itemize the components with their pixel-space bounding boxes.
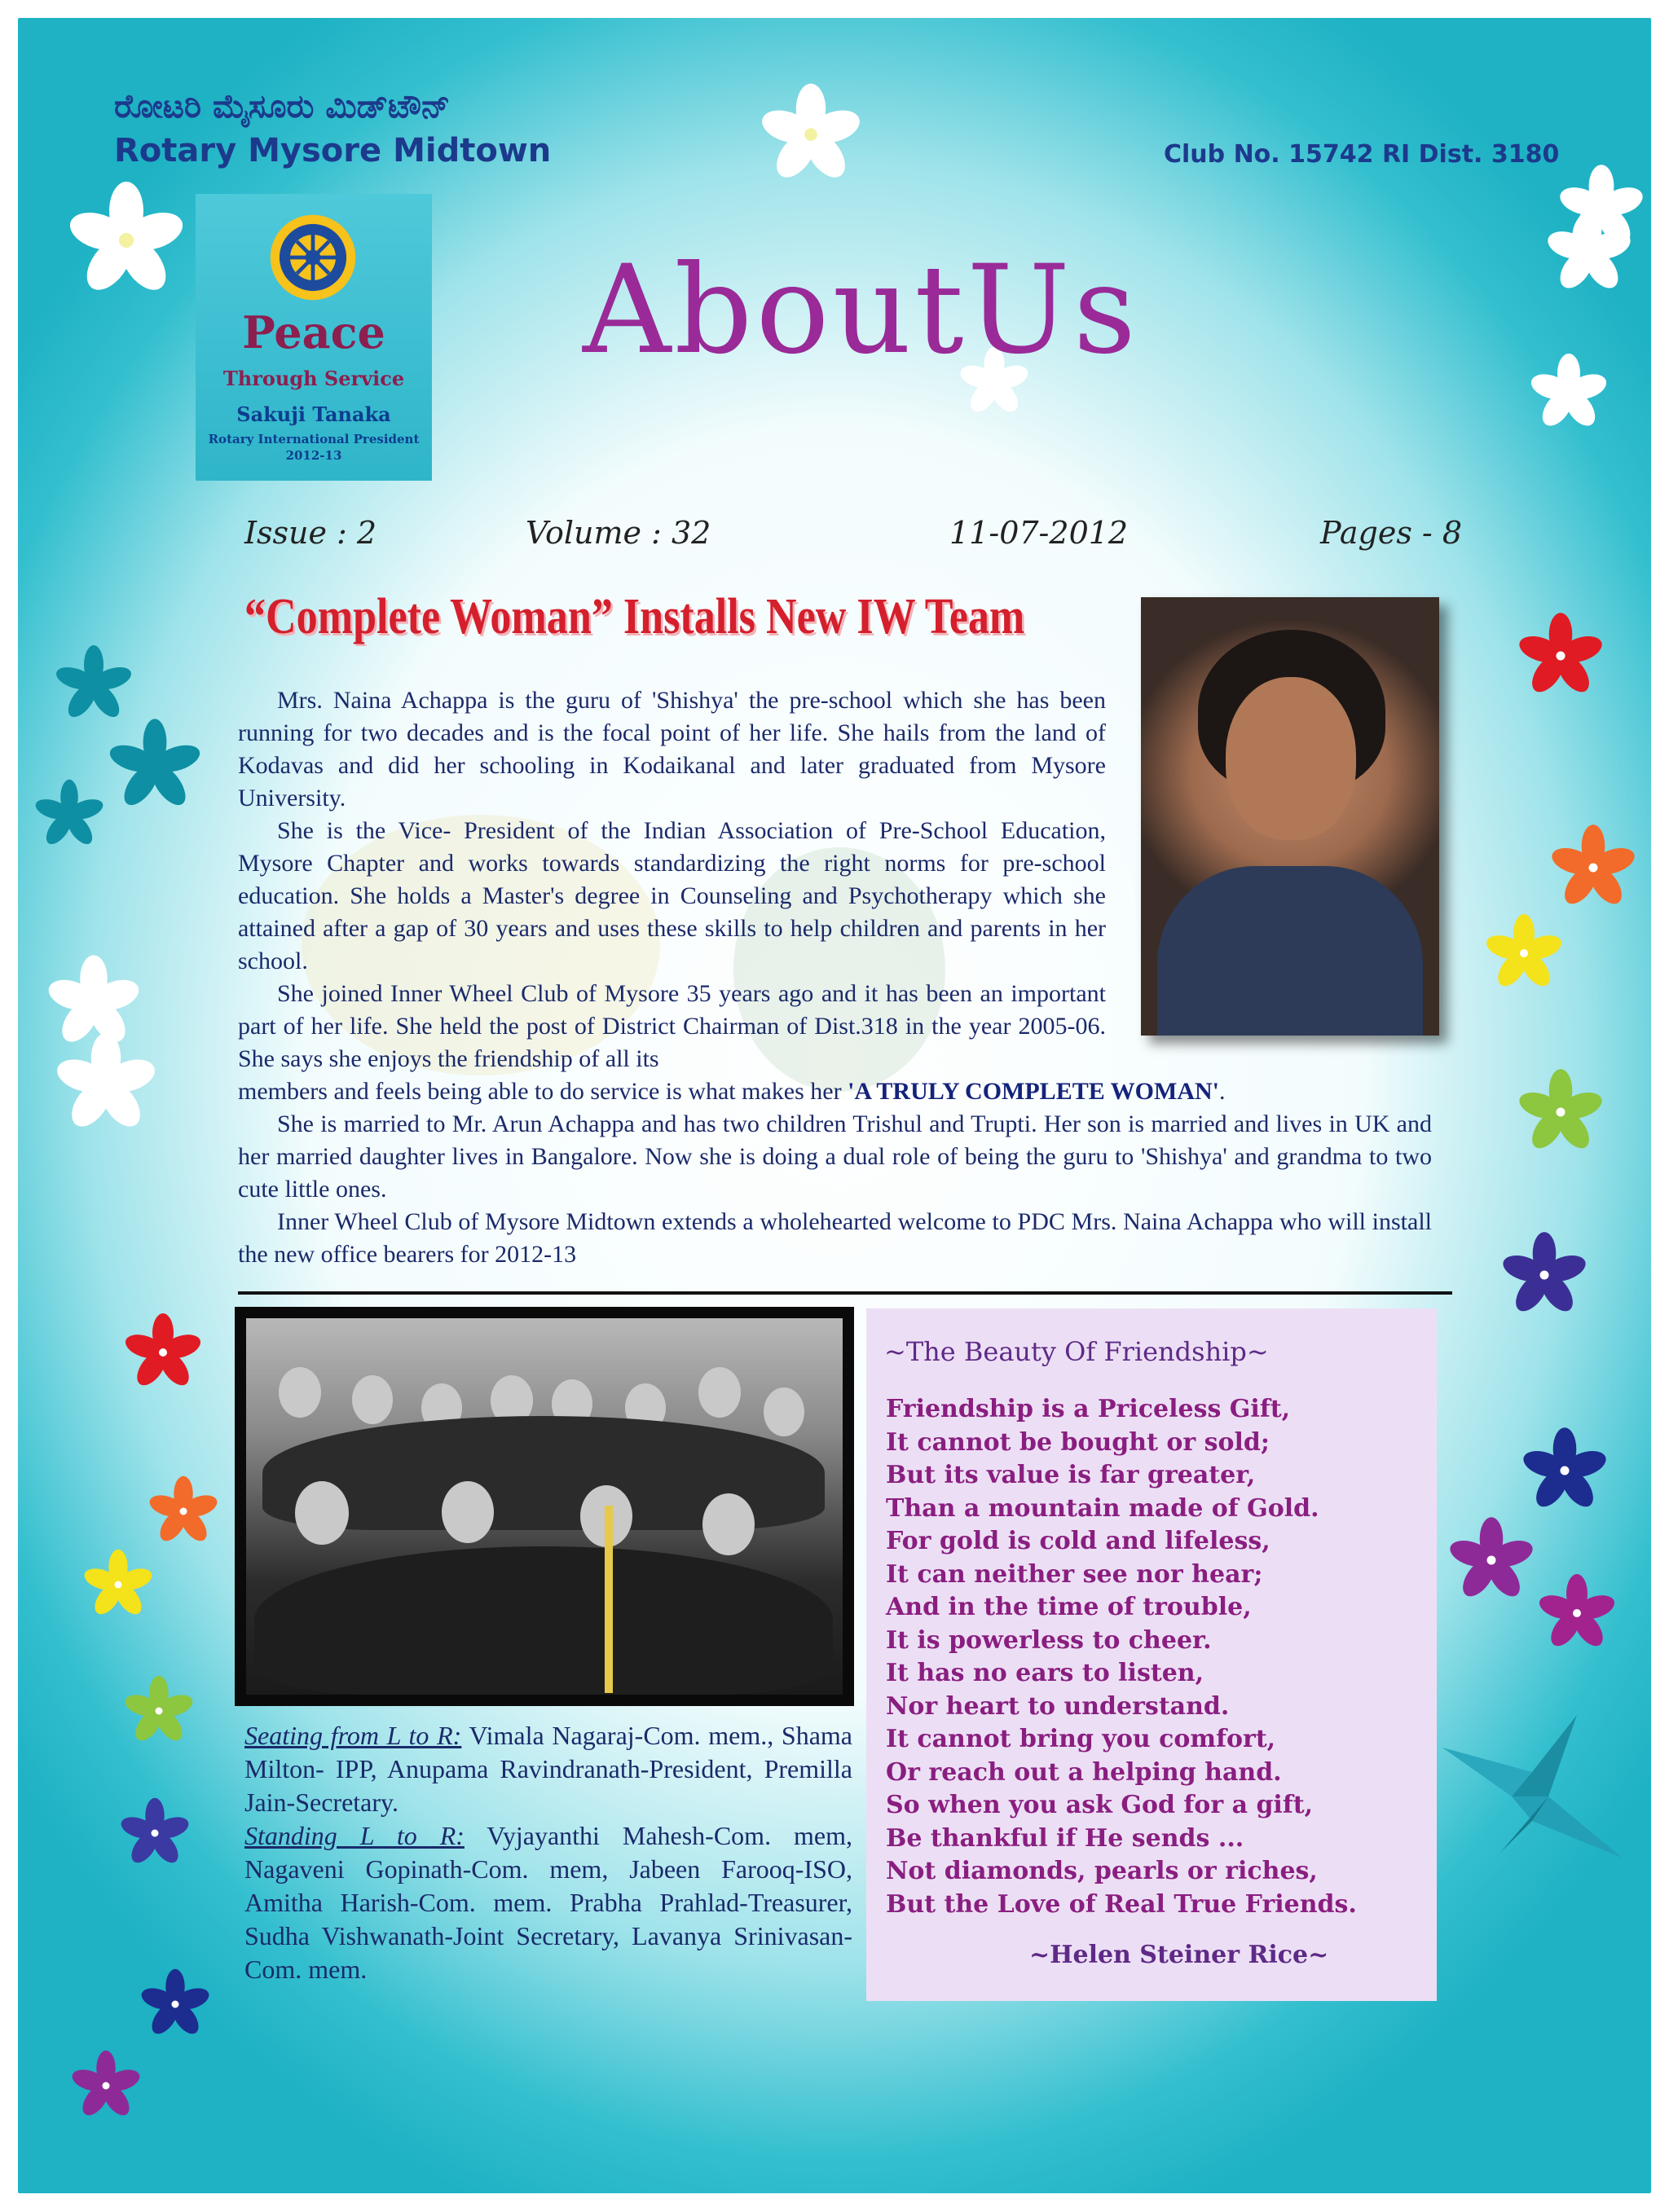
poem-line: Nor heart to understand. [886, 1691, 1230, 1721]
yellow-flower-icon [81, 1548, 155, 1621]
kannada-club-name: ರೋಟರಿ ಮೈಸೂರು ಮಿಡ್‌ಟೌನ್ [114, 88, 451, 125]
teal-flower-icon [106, 717, 204, 815]
portrait-photo [1141, 597, 1439, 1036]
poem-line: Be thankful if He sends ... [886, 1823, 1244, 1853]
white-flower-icon [758, 81, 864, 187]
rotary-theme-logo [196, 194, 432, 481]
navy-flower-icon [1520, 1426, 1610, 1515]
orange-flower-icon [147, 1475, 220, 1548]
red-flower-icon [1516, 611, 1605, 701]
issue-date: 11-07-2012 [949, 515, 1129, 551]
indigo-flower-icon [1499, 1230, 1589, 1320]
poem-line: And in the time of trouble, [886, 1593, 1252, 1621]
article-text: . [1219, 1078, 1226, 1105]
group-photo [235, 1307, 854, 1706]
issue-number: Issue : 2 [244, 515, 377, 551]
white-flower-icon [53, 1031, 159, 1137]
poem-line: Than a mountain made of Gold. [886, 1493, 1319, 1523]
purple-flower-icon [69, 2049, 143, 2122]
poem-line: But the Love of Real True Friends. [886, 1889, 1357, 1919]
page-count: Pages - 8 [1320, 515, 1463, 551]
green-flower-icon [1516, 1067, 1605, 1157]
poem-line: It has no ears to listen, [886, 1659, 1204, 1687]
poem-line: But its value is far greater, [886, 1461, 1256, 1489]
emphasis-text: 'A TRULY COMPLETE WOMAN' [848, 1078, 1219, 1105]
paper-crane-icon [1434, 1699, 1630, 1862]
poem-line: For gold is cold and lifeless, [886, 1527, 1270, 1555]
teal-flower-icon [53, 644, 134, 725]
poem-line: So when you ask God for a gift, [886, 1791, 1314, 1819]
poem-line: Or reach out a helping hand. [886, 1757, 1282, 1787]
photo-caption [244, 1719, 852, 1986]
magenta-flower-icon [1536, 1572, 1618, 1654]
volume-number: Volume : 32 [526, 515, 711, 551]
poem-box [866, 1308, 1437, 2001]
yellow-flower-icon [1483, 913, 1565, 994]
navy-flower-icon [139, 1968, 212, 2041]
club-name: Rotary Mysore Midtown [114, 132, 552, 169]
teal-flower-icon [33, 778, 106, 851]
theme-word: Peace [242, 306, 385, 358]
standing-label: Standing L to R: [244, 1821, 465, 1850]
article-text: members and feels being able to do service is what makes her [238, 1078, 842, 1105]
article-paragraph: She joined Inner Wheel Club of Mysore 35 years ago and it has been an important part of her life. She held the post of District Chairman of Dist.318 in the year 2005-06. She says she enjoys the friendship of all its [238, 980, 1106, 1072]
article-body-top [238, 684, 1106, 1075]
seating-names: Vimala Nagaraj-Com. mem., Shama Milton- IPP, Anupama Ravindranath-President, Premilla Jain-Secretary. [244, 1721, 853, 1817]
article-body-bottom [238, 1075, 1432, 1271]
article-paragraph: Mrs. Naina Achappa is the guru of 'Shishya' the pre-school which she has been running for two decades and is the focal point of her life. She hails from the land of Kodavas and did her schooling in Kodaikanal and later graduated from Mysore University. [238, 687, 1106, 811]
orange-flower-icon [1548, 823, 1638, 913]
seating-label: Seating from L to R: [244, 1721, 462, 1750]
poem-author: ~Helen Steiner Rice~ [1029, 1941, 1329, 1969]
rotary-wheel-icon [267, 212, 359, 303]
white-flower-icon [65, 179, 187, 301]
article-paragraph: She is married to Mr. Arun Achappa and has two children Trishul and Trupti. Her son is married and lives in UK and her married daughter lives in Bangalore. Now she is doing a dual role of being the guru to 'Shishya' and grandma to two cute little ones. [238, 1110, 1432, 1203]
white-flower-icon [1544, 207, 1634, 297]
president-year: 2012-13 [285, 448, 342, 463]
president-title: Rotary International President [208, 432, 420, 446]
poem-lines [886, 1393, 1357, 1921]
poem-line: It cannot be bought or sold; [886, 1427, 1270, 1457]
poem-line: Friendship is a Priceless Gift, [886, 1395, 1291, 1423]
president-name: Sakuji Tanaka [236, 402, 391, 426]
article-headline: “Complete Woman” Installs New IW Team [244, 589, 1025, 644]
red-flower-icon [122, 1312, 204, 1393]
green-flower-icon [122, 1674, 196, 1748]
section-divider [238, 1291, 1452, 1295]
article-paragraph: Inner Wheel Club of Mysore Midtown extends a wholehearted welcome to PDC Mrs. Naina Achappa who will install the new office bearers for 2012-13 [238, 1208, 1432, 1268]
standing-names: Vyjayanthi Mahesh-Com. mem, Nagaveni Gopinath-Com. mem, Jabeen Farooq-ISO, Amitha Harish-Com. mem. Prabha Prahlad-Treasurer, Sudha Vishwanath-Joint Secretary, Lavanya Srinivasan-Com. mem. [244, 1821, 852, 1984]
poem-title: ~The Beauty Of Friendship~ [884, 1336, 1269, 1367]
poem-line: It can neither see nor hear; [886, 1559, 1263, 1589]
purple-flower-icon [1447, 1515, 1536, 1605]
club-number: Club No. 15742 RI Dist. 3180 [1164, 140, 1560, 169]
page-title: AboutUs [583, 240, 1139, 381]
poem-line: It is powerless to cheer. [886, 1625, 1212, 1655]
poem-line: Not diamonds, pearls or riches, [886, 1857, 1318, 1885]
article-paragraph: She is the Vice- President of the Indian Association of Pre-School Education, Mysore Chapter and works towards standardizing the right norms for pre-school education. She holds a Master's degree in Counseling and Psychotherapy which she attained after a gap of 30 years and uses these skills to help children and parents in her school. [238, 817, 1106, 974]
indigo-flower-icon [118, 1796, 192, 1870]
white-flower-icon [1528, 352, 1610, 433]
theme-subtitle: Through Service [222, 367, 405, 390]
poem-line: It cannot bring you comfort, [886, 1725, 1276, 1753]
